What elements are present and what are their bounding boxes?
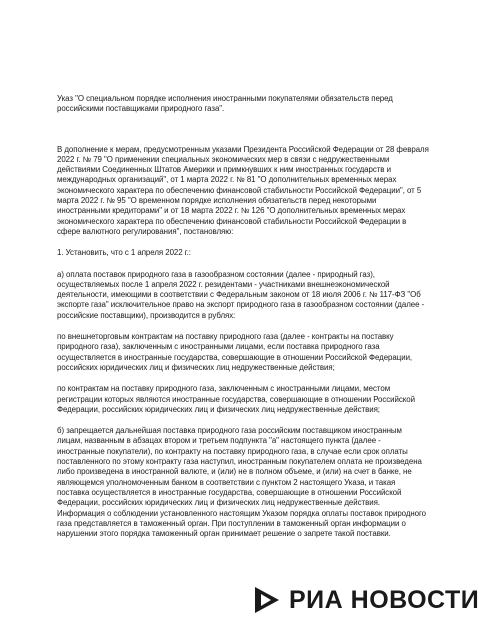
ria-novosti-logo-icon bbox=[252, 585, 282, 615]
document-body bbox=[57, 94, 429, 539]
document-title: Указ "О специальном порядке исполнения иностранными покупателями обязательств перед российскими поставщиками природного газа". bbox=[57, 94, 393, 114]
paragraph-a-clause-1: по внешнеторговым контрактам на поставку природного газа (далее - контракты на поставку природного газа), заключенным с иностранными лицами, если поставка природного газа осуществляется в иностранные государства, совершающие в отношении Российской Федерации, российских юридических лиц и физических лиц недружественные действия; bbox=[57, 332, 413, 372]
watermark-text: РИА НОВОСТИ bbox=[289, 585, 480, 614]
ria-novosti-watermark bbox=[250, 583, 480, 617]
paragraph-a: а) оплата поставок природного газа в газообразном состоянии (далее - природный газ), осуществляемых после 1 апреля 2022 г. резидентами - участниками внешнеэкономической деятельности, имеющими в соответствии с Федеральным законом от 18 июля 2006 г. № 117-ФЗ "Об экспорте газа" исключительное право на экспорт природного газа в газообразном состоянии (далее - российские поставщики), производится в рублях: bbox=[57, 269, 425, 320]
paragraph-a-clause-2: по контрактам на поставку природного газа, заключенным с иностранными лицами, местом регистрации которых являются иностранные государства, совершающие в отношении Российской Федерации, российских юридических лиц и физических лиц недружественные действия; bbox=[57, 384, 415, 414]
paragraph-b: б) запрещается дальнейшая поставка природного газа российским поставщиком иностранным лицам, названным в абзацах втором и третьем подпункта "а" настоящего пункта (далее - иностранные покупатели), по контракту на поставку природного газа, в случае если срок оплаты поставленного по этому контракту газа наступил, иностранным покупателем оплата не произведена либо произведена в иностранной валюте, и (или) не в полном объеме, и (или) на счет в банке, не являющемся уполномоченным банком в соответствии с пунктом 2 настоящего Указа, и такая поставка осуществляется в иностранные государства, совершающие в отношении Российской Федерации, российских юридических лиц и физических лиц недружественные действия. Информация о соблюдении установленного настоящим Указом порядка оплаты поставок природного газа представляется в таможенный орган. При поступлении в таможенный орган информации о нарушении этого порядка таможенный орган принимает решение о запрете такой поставки. bbox=[57, 426, 427, 539]
item-1-heading: 1. Установить, что с 1 апреля 2022 г.: bbox=[57, 248, 191, 258]
intro-paragraph: В дополнение к мерам, предусмотренным указами Президента Российской Федерации от 28 февраля 2022 г. № 79 "О применении специальных экономических мер в связи с недружественными действиями Соединенных Штатов Америки и примкнувших к ним иностранных государств и международных организаций", от 1 марта 2022 г. № 81 "О дополнительных временных мерах экономического характера по обеспечению финансовой стабильности Российской Федерации", от 5 марта 2022 г. № 95 "О временном порядке исполнения обязательств перед некоторыми иностранными кредиторами" и от 18 марта 2022 г. № 126 "О дополнительных временных мерах экономического характера по обеспечению финансовой стабильности Российской Федерации в сфере валютного регулирования", постановляю: bbox=[57, 144, 429, 236]
